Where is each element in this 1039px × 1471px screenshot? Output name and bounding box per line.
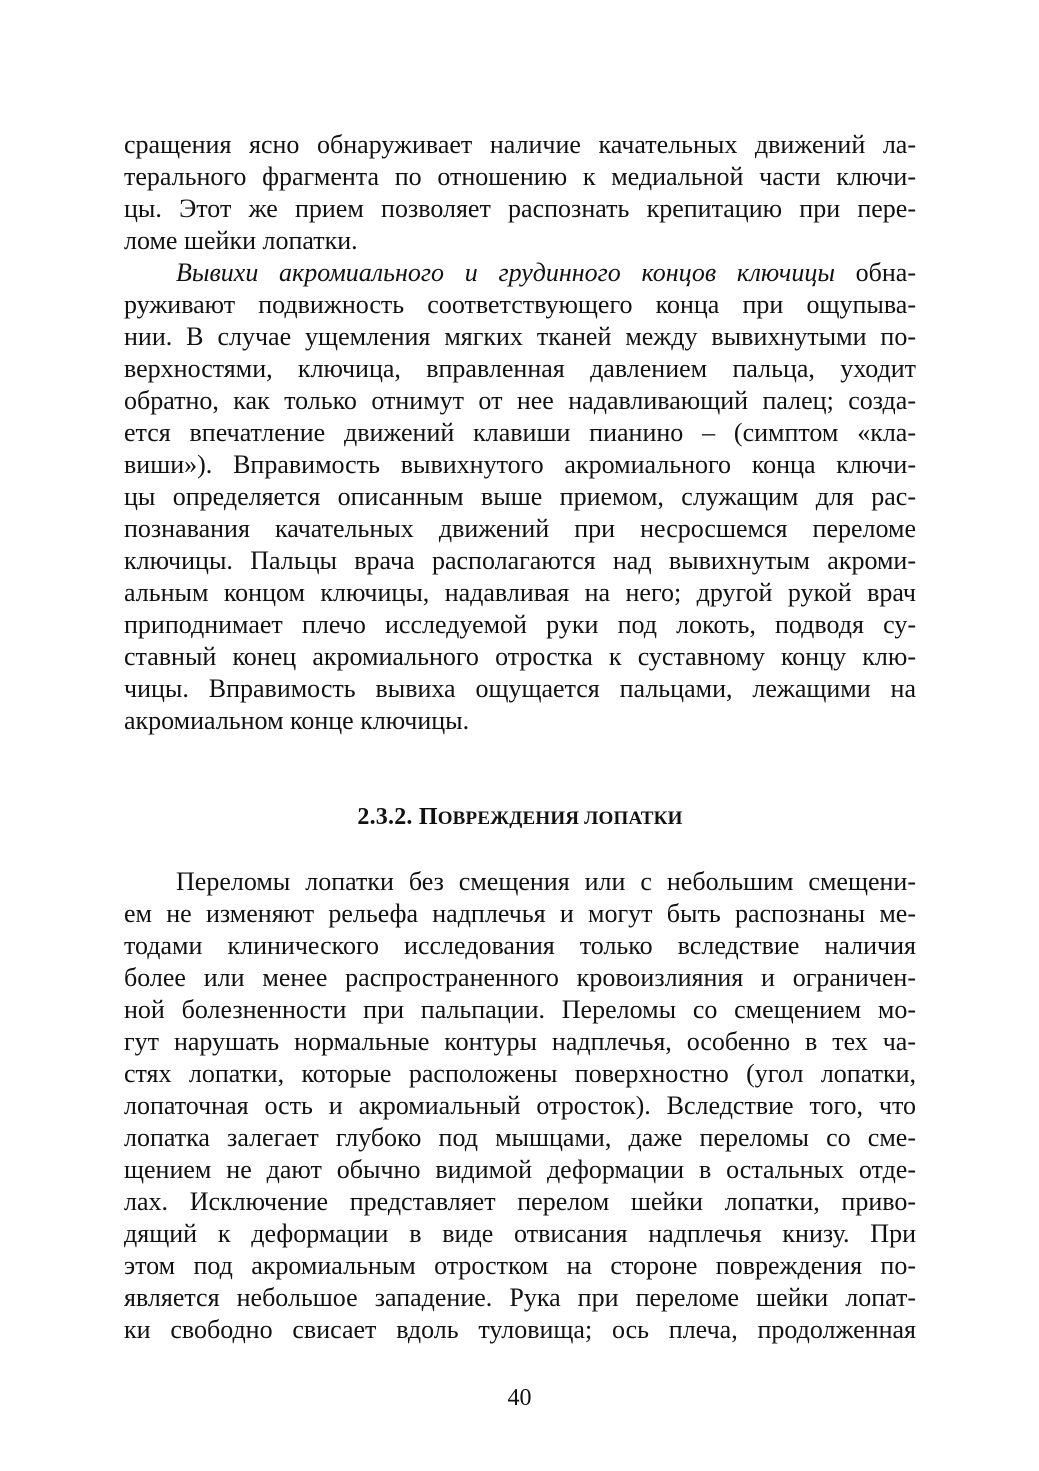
section-title-initial: П — [418, 804, 438, 830]
text-line: приподнимает плечо исследуемой руки под локоть, подводя су- — [124, 610, 916, 639]
text-line: щением не дают обычно видимой деформации в остальных отде- — [124, 1155, 916, 1184]
text-line: обратно, как только отнимут от нее надавливающий палец; созда- — [124, 386, 916, 415]
text-line: верхностями, ключица, вправленная давлением пальца, уходит — [124, 354, 916, 383]
text-line: виши»). Вправимость вывихнутого акромиального конца ключи- — [124, 450, 916, 479]
text-line: ется впечатление движений клавиши пианино – (симптом «кла- — [124, 418, 916, 447]
paragraph-dislocations — [124, 257, 916, 737]
text-line: ем не изменяют рельефа надплечья и могут быть распознаны ме- — [124, 899, 916, 928]
text-line: лопатка залегает глубоко под мышцами, даже переломы со сме- — [124, 1123, 916, 1152]
text-line: лопаточная ость и акромиальный отросток). Вследствие того, что — [124, 1091, 916, 1120]
text-line: акромиальном конце ключицы. — [124, 706, 470, 735]
italic-term: Вывихи акромиального и грудинного концов ключицы — [176, 258, 835, 287]
text-line: гут нарушать нормальные контуры надплечья, особенно в тех ча- — [124, 1027, 916, 1056]
text-line: стях лопатки, которые расположены поверхностно (угол лопатки, — [124, 1059, 916, 1088]
text-line: руживают подвижность соответствующего конца при ощупыва- — [124, 290, 916, 319]
text-line: чицы. Вправимость вывиха ощущается пальцами, лежащими на — [124, 674, 916, 703]
text-line: дящий к деформации в виде отвисания надплечья книзу. При — [124, 1219, 916, 1248]
text-line: сращения ясно обнаруживает наличие качательных движений ла- — [124, 130, 916, 159]
section-heading — [124, 800, 916, 834]
text-line — [124, 257, 916, 289]
section-title-rest: ОВРЕЖДЕНИЯ ЛОПАТКИ — [437, 808, 683, 829]
text-line: является небольшое западение. Рука при переломе шейки лопат- — [124, 1283, 916, 1312]
text-line: ной болезненности при пальпации. Переломы со смещением мо- — [124, 995, 916, 1024]
text-line: цы определяется описанным выше приемом, служащим для рас- — [124, 482, 916, 511]
text-line: тодами клинического исследования только вследствие наличия — [124, 931, 916, 960]
text-line: нии. В случае ущемления мягких тканей между вывихнутыми по- — [124, 322, 916, 351]
section-number: 2.3.2. — [357, 804, 419, 830]
text-line: этом под акромиальным отростком на стороне повреждения по- — [124, 1251, 916, 1280]
text-line: цы. Этот же прием позволяет распознать крепитацию при пере- — [124, 194, 916, 223]
text-line: ломе шейки лопатки. — [124, 226, 358, 255]
page-number: 40 — [507, 1385, 532, 1411]
text-line: ки свободно свисает вдоль туловища; ось плеча, продолженная — [124, 1315, 916, 1344]
text-line: лах. Исключение представляет перелом шейки лопатки, приво- — [124, 1187, 916, 1216]
text-line: терального фрагмента по отношению к медиальной части ключи- — [124, 162, 916, 191]
text-line: более или менее распространенного кровоизлияния и ограничен- — [124, 963, 916, 992]
text-line: Переломы лопатки без смещения или с небольшим смещени- — [176, 867, 916, 896]
text-line: ставный конец акромиального отростка к суставному концу клю- — [124, 642, 916, 671]
text-line: альным концом ключицы, надавливая на него; другой рукой врач — [124, 578, 916, 607]
text-line: познавания качательных движений при несросшемся переломе — [124, 514, 916, 543]
paragraph-scapula-fractures — [124, 866, 916, 1346]
text-line: ключицы. Пальцы врача располагаются над вывихнутым акроми- — [124, 546, 916, 575]
paragraph-continuation — [124, 129, 916, 257]
text-fragment: обна- — [834, 258, 916, 287]
